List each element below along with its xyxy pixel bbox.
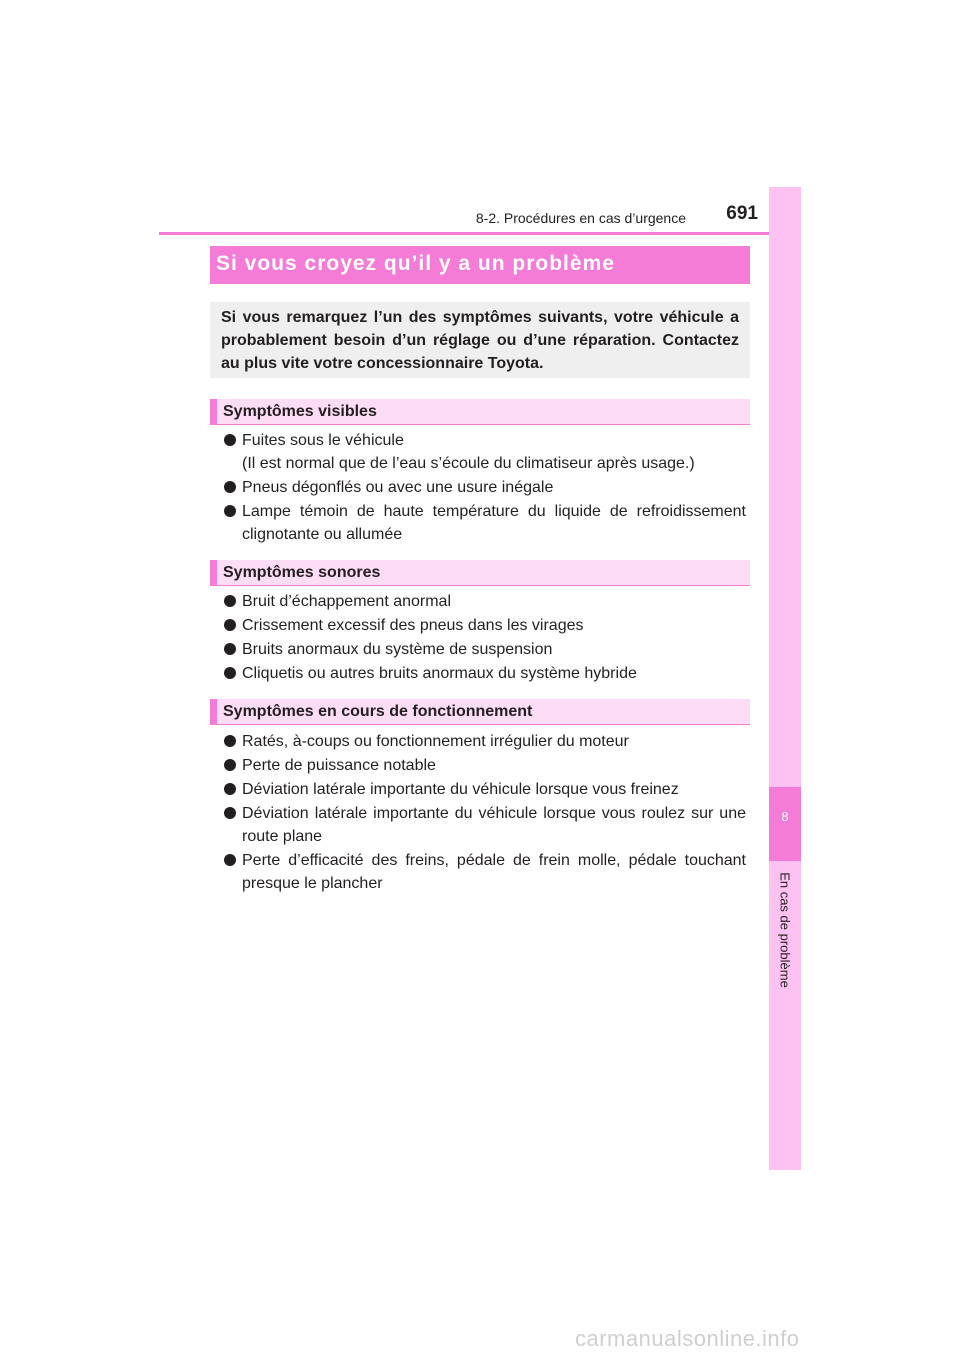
bullet-icon <box>224 783 236 795</box>
intro-text: Si vous remarquez l’un des symptômes suivants, votre véhicule a probablement besoin d’un réglage ou d’une réparation. Contactez au plus vite votre concessionnaire Toyota. <box>221 309 739 372</box>
list-item <box>224 754 746 777</box>
list-item <box>224 476 746 499</box>
section-header-operation <box>210 699 750 725</box>
list-item-text: Déviation latérale importante du véhicule lorsque vous freinez <box>242 781 679 798</box>
bullet-icon <box>224 807 236 819</box>
section-header-sound <box>210 560 750 586</box>
list-item-note: (Il est normal que de l’eau s’écoule du climatiseur après usage.) <box>242 455 695 472</box>
intro-box <box>210 302 750 378</box>
list-item-text: Perte de puissance notable <box>242 757 436 774</box>
list-item <box>224 638 746 661</box>
chapter-title-vertical: En cas de problème <box>777 872 793 988</box>
bullet-icon <box>224 667 236 679</box>
bullet-icon <box>224 643 236 655</box>
header-rule <box>159 232 800 235</box>
bullet-list-sound <box>224 590 746 686</box>
list-item <box>224 849 746 895</box>
list-item-text: Bruit d’échappement anormal <box>242 593 452 610</box>
list-item-text: Crissement excessif des pneus dans les virages <box>242 617 584 634</box>
list-item <box>224 500 746 546</box>
bullet-icon <box>224 505 236 517</box>
bullet-icon <box>224 434 236 446</box>
list-item-text: Lampe témoin de haute température du liquide de refroidissement clignotante ou allumée <box>242 503 746 543</box>
list-item <box>224 590 746 613</box>
chapter-side-tab <box>769 187 801 1170</box>
page-title: Si vous croyez qu’il y a un problème <box>216 252 615 275</box>
section-heading: Symptômes sonores <box>223 564 381 581</box>
watermark-text: carmanualsonline.info <box>575 1326 800 1351</box>
bullet-icon <box>224 481 236 493</box>
page-number: 691 <box>726 203 758 224</box>
list-item <box>224 662 746 685</box>
section-header-visible <box>210 399 750 425</box>
list-item-text: Déviation latérale importante du véhicule lorsque vous roulez sur une route plane <box>242 805 746 845</box>
section-heading: Symptômes en cours de fonctionnement <box>223 703 533 720</box>
list-item-text: Bruits anormaux du système de suspension <box>242 641 553 658</box>
page-title-bar <box>210 246 750 284</box>
section-label: 8-2. Procédures en cas d’urgence <box>475 210 686 226</box>
bullet-icon <box>224 595 236 607</box>
list-item <box>224 730 746 753</box>
bullet-icon <box>224 735 236 747</box>
bullet-icon <box>224 759 236 771</box>
bullet-icon <box>224 854 236 866</box>
bullet-list-operation <box>224 730 746 896</box>
bullet-list-visible <box>224 429 746 547</box>
list-item <box>224 429 746 475</box>
list-item-text: Ratés, à-coups ou fonctionnement irrégulier du moteur <box>242 733 629 750</box>
list-item-text: Perte d’efficacité des freins, pédale de frein molle, pédale touchant presque le plancher <box>242 852 746 892</box>
bullet-icon <box>224 619 236 631</box>
list-item <box>224 802 746 848</box>
list-item <box>224 614 746 637</box>
section-heading: Symptômes visibles <box>223 403 377 420</box>
list-item-text: Fuites sous le véhicule <box>242 432 404 449</box>
list-item-text: Cliquetis ou autres bruits anormaux du système hybride <box>242 665 637 682</box>
list-item-text: Pneus dégonflés ou avec une usure inégale <box>242 479 554 496</box>
list-item <box>224 778 746 801</box>
chapter-number-tab: 8 <box>769 787 801 861</box>
